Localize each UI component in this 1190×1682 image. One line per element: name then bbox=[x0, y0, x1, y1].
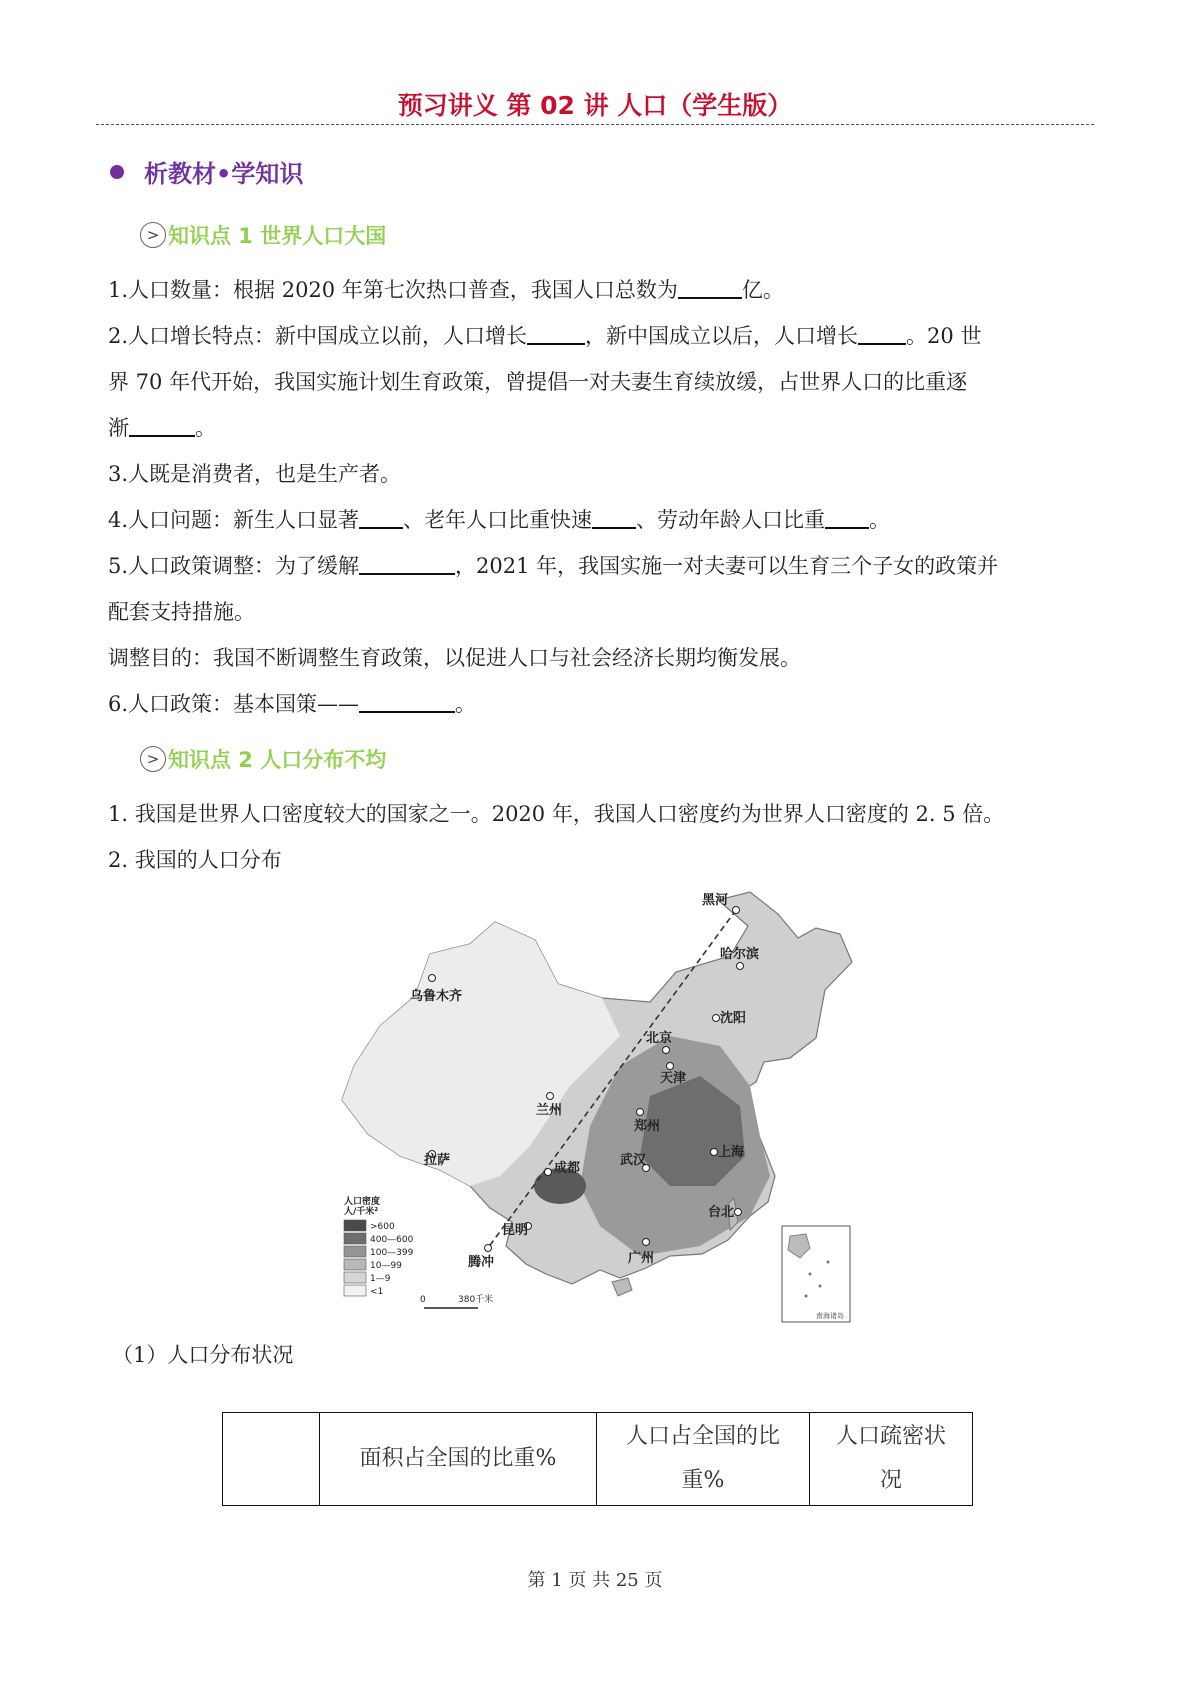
text-line: 1. 我国是世界人口密度较大的国家之一。2020 年，我国人口密度约为世界人口密度的 2. 5 倍。 bbox=[108, 802, 1005, 826]
city-label: 乌鲁木齐 bbox=[410, 989, 463, 1004]
map-scale bbox=[420, 1293, 493, 1308]
city-label: 昆明 bbox=[502, 1223, 529, 1238]
page-footer: 第 1 页 共 25 页 bbox=[527, 1570, 663, 1591]
text-span: 。 bbox=[195, 416, 216, 440]
text-line bbox=[108, 321, 981, 351]
legend-label: >600 bbox=[370, 1222, 395, 1232]
city-label: 黑河 bbox=[702, 893, 729, 908]
city-marker bbox=[735, 1209, 742, 1216]
scale-end: 380千米 bbox=[458, 1295, 494, 1305]
text-span: ，2021 年，我国实施一对夫妻可以生育三个子女的政策并 bbox=[455, 554, 999, 578]
legend-swatch bbox=[344, 1259, 366, 1270]
knowledge-point-2-heading bbox=[140, 744, 386, 774]
text-line bbox=[108, 275, 784, 305]
city-marker bbox=[711, 1149, 718, 1156]
hainan-island bbox=[612, 1278, 632, 1296]
distribution-table bbox=[222, 1412, 973, 1506]
legend-swatch bbox=[344, 1285, 366, 1296]
fill-blank bbox=[359, 689, 455, 713]
text-line: 2. 我国的人口分布 bbox=[108, 848, 282, 872]
text-line: 界 70 年代开始，我国实施计划生育政策，曾提倡一对夫妻生育续放缓，占世界人口的比重逐 bbox=[108, 370, 968, 394]
cell-line: 况 bbox=[879, 1468, 902, 1493]
city-marker bbox=[733, 907, 740, 914]
table-header-cell bbox=[810, 1413, 973, 1506]
fill-blank bbox=[359, 505, 403, 529]
legend-items bbox=[344, 1220, 414, 1297]
city-marker bbox=[643, 1239, 650, 1246]
map-legend bbox=[344, 1195, 414, 1297]
city-label: 北京 bbox=[646, 1031, 673, 1046]
fill-blank bbox=[527, 321, 585, 345]
legend-title: 人口密度 bbox=[344, 1197, 381, 1207]
legend-swatch bbox=[344, 1220, 366, 1231]
city-label: 腾冲 bbox=[468, 1255, 495, 1270]
fill-blank bbox=[858, 321, 906, 345]
city-label: 广州 bbox=[628, 1251, 655, 1266]
city-label: 天津 bbox=[660, 1071, 687, 1086]
text-span: 、老年人口比重快速 bbox=[403, 508, 593, 532]
knowledge-point-1-heading bbox=[140, 220, 386, 250]
legend-label: 100—399 bbox=[370, 1248, 414, 1258]
fill-blank bbox=[592, 505, 636, 529]
table-row bbox=[223, 1413, 973, 1506]
text-span: 2.人口增长特点：新中国成立以前，人口增长 bbox=[108, 324, 528, 348]
fill-blank bbox=[678, 275, 742, 299]
scale-start: 0 bbox=[420, 1295, 426, 1305]
city-marker bbox=[737, 963, 744, 970]
text-line bbox=[108, 551, 998, 581]
page-title: 预习讲义 第 02 讲 人口（学生版） bbox=[397, 91, 793, 120]
city-label: 台北 bbox=[708, 1205, 735, 1220]
text-span: 。20 世 bbox=[906, 324, 982, 348]
text-line: 配套支持措施。 bbox=[108, 600, 255, 624]
chevron-right-icon: > bbox=[140, 746, 166, 772]
chevron-right-icon: > bbox=[140, 222, 166, 248]
city-marker bbox=[429, 975, 436, 982]
legend-label: 1—9 bbox=[370, 1274, 391, 1284]
legend-title-unit: 人/千米² bbox=[344, 1207, 379, 1217]
population-density-map bbox=[320, 886, 880, 1326]
text-span: 渐 bbox=[108, 416, 129, 440]
title-divider bbox=[96, 124, 1094, 125]
text-line bbox=[108, 689, 476, 719]
text-line: 3.人既是消费者，也是生产者。 bbox=[108, 462, 402, 486]
city-marker bbox=[547, 1093, 554, 1100]
table-header-cell bbox=[223, 1413, 320, 1506]
legend-label: 400—600 bbox=[370, 1235, 414, 1245]
legend-swatch bbox=[344, 1233, 366, 1244]
text-span: 5.人口政策调整：为了缓解 bbox=[108, 554, 360, 578]
fill-blank bbox=[825, 505, 869, 529]
subheading: （1）人口分布状况 bbox=[112, 1343, 294, 1367]
legend-swatch bbox=[344, 1272, 366, 1283]
city-marker bbox=[485, 1245, 492, 1252]
city-label: 郑州 bbox=[634, 1119, 661, 1134]
city-label: 哈尔滨 bbox=[720, 947, 760, 962]
city-marker bbox=[713, 1015, 720, 1022]
bullet-dot-icon bbox=[110, 165, 124, 179]
legend-label: 10—99 bbox=[370, 1261, 402, 1271]
city-label: 拉萨 bbox=[424, 1153, 451, 1168]
cell-line: 人口疏密状 bbox=[835, 1424, 946, 1449]
text-line bbox=[108, 413, 216, 443]
cell-line: 人口占全国的比 bbox=[625, 1424, 780, 1449]
knowledge-point-2-title: 知识点 2 人口分布不均 bbox=[168, 748, 387, 772]
text-span: 、劳动年龄人口比重 bbox=[636, 508, 826, 532]
table-header-cell: 面积占全国的比重% bbox=[320, 1413, 597, 1506]
text-span: ，新中国成立以后，人口增长 bbox=[585, 324, 859, 348]
city-label: 上海 bbox=[718, 1145, 745, 1160]
text-span: 4.人口问题：新生人口显著 bbox=[108, 508, 360, 532]
knowledge-point-1-title: 知识点 1 世界人口大国 bbox=[168, 224, 387, 248]
text-span: 。 bbox=[455, 692, 477, 716]
section-heading bbox=[110, 154, 303, 189]
table-header-cell bbox=[597, 1413, 810, 1506]
fill-blank bbox=[129, 413, 195, 437]
cell-line: 重% bbox=[681, 1468, 725, 1493]
city-marker bbox=[637, 1109, 644, 1116]
legend-label: <1 bbox=[370, 1287, 384, 1297]
city-marker bbox=[663, 1047, 670, 1054]
city-label: 兰州 bbox=[536, 1103, 563, 1118]
text-span: 6.人口政策：基本国策—— bbox=[108, 692, 360, 716]
legend-swatch bbox=[344, 1246, 366, 1257]
fill-blank bbox=[359, 551, 455, 575]
text-span: 。 bbox=[869, 508, 891, 532]
section-heading-text: 析教材•学知识 bbox=[144, 160, 304, 188]
text-span: 1.人口数量：根据 2020 年第七次热口普查，我国人口总数为 bbox=[108, 278, 678, 302]
text-line: 调整目的：我国不断调整生育政策，以促进人口与社会经济长期均衡发展。 bbox=[108, 646, 801, 670]
south-china-sea-inset bbox=[782, 1226, 850, 1322]
city-label: 武汉 bbox=[620, 1153, 647, 1168]
city-marker bbox=[545, 1169, 552, 1176]
inset-label: 南海诸岛 bbox=[816, 1312, 844, 1320]
city-marker bbox=[667, 1063, 674, 1070]
city-label: 成都 bbox=[554, 1161, 581, 1176]
city-label: 沈阳 bbox=[720, 1011, 747, 1026]
text-span: 亿。 bbox=[741, 278, 784, 302]
text-line bbox=[108, 505, 890, 535]
